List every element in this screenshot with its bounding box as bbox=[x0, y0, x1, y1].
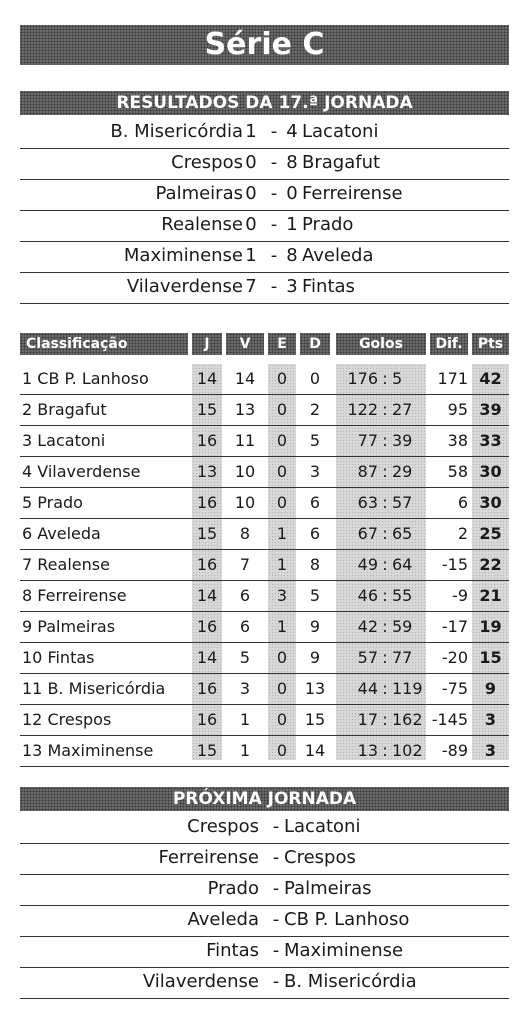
away-team: Palmeiras bbox=[284, 878, 372, 899]
standings-row bbox=[20, 612, 509, 643]
goals-separator: : bbox=[382, 617, 388, 636]
score-separator: - bbox=[270, 121, 278, 142]
home-score: 0 bbox=[245, 152, 257, 173]
draws: 0 bbox=[276, 462, 288, 481]
standings-row bbox=[20, 395, 509, 426]
fixture-row bbox=[20, 906, 509, 937]
goals-against: 39 bbox=[392, 431, 413, 450]
draws: 3 bbox=[276, 586, 288, 605]
played: 13 bbox=[196, 462, 218, 481]
points: 39 bbox=[479, 400, 502, 419]
goals-for: 49 bbox=[357, 555, 378, 574]
next-round-list bbox=[20, 813, 509, 999]
away-team: Fintas bbox=[302, 276, 355, 297]
goals-against: 102 bbox=[392, 741, 423, 760]
points: 22 bbox=[479, 555, 502, 574]
goals-for: 122 bbox=[347, 400, 378, 419]
wins: 10 bbox=[234, 493, 256, 512]
wins: 1 bbox=[239, 741, 251, 760]
points: 15 bbox=[479, 648, 502, 667]
losses: 2 bbox=[309, 400, 321, 419]
header-d: D bbox=[300, 333, 330, 355]
result-row bbox=[20, 211, 509, 242]
home-score: 1 bbox=[245, 121, 257, 142]
goals-for: 67 bbox=[357, 524, 378, 543]
results-list bbox=[20, 118, 509, 304]
standings-row bbox=[20, 426, 509, 457]
wins: 1 bbox=[239, 710, 251, 729]
standings-row bbox=[20, 581, 509, 612]
fixture-row bbox=[20, 813, 509, 844]
team-name: 12 Crespos bbox=[22, 710, 112, 729]
home-team: Aveleda bbox=[187, 909, 259, 930]
next-round-heading: PRÓXIMA JORNADA bbox=[20, 787, 509, 811]
draws: 0 bbox=[276, 741, 288, 760]
standings-row bbox=[20, 550, 509, 581]
played: 14 bbox=[196, 369, 218, 388]
points: 30 bbox=[479, 462, 502, 481]
header-goals: Golos bbox=[336, 333, 426, 355]
away-score: 8 bbox=[286, 152, 298, 173]
home-team: Maximinense bbox=[123, 245, 243, 266]
goals-separator: : bbox=[382, 431, 388, 450]
losses: 5 bbox=[309, 431, 321, 450]
losses: 5 bbox=[309, 586, 321, 605]
fixture-separator: - bbox=[272, 971, 280, 992]
standings-row bbox=[20, 705, 509, 736]
team-name: 9 Palmeiras bbox=[22, 617, 116, 636]
home-score: 0 bbox=[245, 214, 257, 235]
away-team: Crespos bbox=[284, 847, 356, 868]
losses: 3 bbox=[309, 462, 321, 481]
score-separator: - bbox=[270, 214, 278, 235]
goals-against: 64 bbox=[392, 555, 413, 574]
wins: 6 bbox=[239, 586, 251, 605]
goal-difference: 38 bbox=[447, 431, 468, 450]
goal-difference: -145 bbox=[431, 710, 468, 729]
team-name: 6 Aveleda bbox=[22, 524, 101, 543]
standings-header bbox=[20, 333, 509, 355]
away-score: 4 bbox=[286, 121, 298, 142]
played: 15 bbox=[196, 741, 218, 760]
points: 30 bbox=[479, 493, 502, 512]
losses: 0 bbox=[309, 369, 321, 388]
played: 16 bbox=[196, 493, 218, 512]
goal-difference: 95 bbox=[447, 400, 468, 419]
draws: 0 bbox=[276, 369, 288, 388]
home-score: 0 bbox=[245, 183, 257, 204]
result-row bbox=[20, 118, 509, 149]
fixture-row bbox=[20, 875, 509, 906]
goals-against: 65 bbox=[392, 524, 413, 543]
away-team: Ferreirense bbox=[302, 183, 403, 204]
header-dif: Dif. bbox=[430, 333, 468, 355]
wins: 14 bbox=[234, 369, 256, 388]
played: 14 bbox=[196, 586, 218, 605]
header-e: E bbox=[268, 333, 296, 355]
goals-against: 162 bbox=[392, 710, 423, 729]
goals-against: 55 bbox=[392, 586, 413, 605]
team-name: 2 Bragafut bbox=[22, 400, 107, 419]
goals-separator: : bbox=[382, 648, 388, 667]
draws: 0 bbox=[276, 710, 288, 729]
goal-difference: -20 bbox=[441, 648, 468, 667]
goals-against: 119 bbox=[392, 679, 423, 698]
draws: 0 bbox=[276, 679, 288, 698]
draws: 0 bbox=[276, 431, 288, 450]
points: 33 bbox=[479, 431, 502, 450]
goals-separator: : bbox=[382, 741, 388, 760]
team-name: 13 Maximinense bbox=[22, 741, 154, 760]
wins: 11 bbox=[234, 431, 256, 450]
draws: 0 bbox=[276, 400, 288, 419]
wins: 8 bbox=[239, 524, 251, 543]
wins: 7 bbox=[239, 555, 251, 574]
standings-row bbox=[20, 674, 509, 705]
away-team: Bragafut bbox=[302, 152, 381, 173]
fixture-separator: - bbox=[272, 909, 280, 930]
fixture-row bbox=[20, 968, 509, 999]
losses: 15 bbox=[304, 710, 326, 729]
away-score: 8 bbox=[286, 245, 298, 266]
points: 3 bbox=[484, 710, 497, 729]
result-row bbox=[20, 242, 509, 273]
fixture-separator: - bbox=[272, 878, 280, 899]
goals-separator: : bbox=[382, 400, 388, 419]
goals-for: 176 bbox=[347, 369, 378, 388]
goals-separator: : bbox=[382, 369, 388, 388]
standings-row bbox=[20, 457, 509, 488]
draws: 0 bbox=[276, 648, 288, 667]
points: 42 bbox=[479, 369, 502, 388]
team-name: 1 CB P. Lanhoso bbox=[22, 369, 149, 388]
goals-against: 27 bbox=[392, 400, 413, 419]
home-team: Crespos bbox=[171, 152, 243, 173]
result-row bbox=[20, 180, 509, 211]
away-team: Lacatoni bbox=[284, 816, 361, 837]
points: 9 bbox=[484, 679, 497, 698]
goals-separator: : bbox=[382, 555, 388, 574]
standings-row bbox=[20, 519, 509, 550]
played: 16 bbox=[196, 617, 218, 636]
goals-separator: : bbox=[382, 679, 388, 698]
goal-difference: -89 bbox=[441, 741, 468, 760]
away-team: CB P. Lanhoso bbox=[284, 909, 410, 930]
losses: 6 bbox=[309, 524, 321, 543]
standings-row bbox=[20, 643, 509, 674]
standings-row bbox=[20, 488, 509, 519]
home-team: Ferreirense bbox=[158, 847, 259, 868]
goals-against: 5 bbox=[392, 369, 403, 388]
goals-against: 77 bbox=[392, 648, 413, 667]
away-team: Maximinense bbox=[284, 940, 404, 961]
goals-for: 63 bbox=[357, 493, 378, 512]
goals-against: 57 bbox=[392, 493, 413, 512]
score-separator: - bbox=[270, 245, 278, 266]
home-team: Crespos bbox=[187, 816, 259, 837]
goals-for: 46 bbox=[357, 586, 378, 605]
goal-difference: 58 bbox=[447, 462, 468, 481]
goals-for: 17 bbox=[357, 710, 378, 729]
played: 15 bbox=[196, 524, 218, 543]
home-team: Vilaverdense bbox=[142, 971, 259, 992]
away-score: 0 bbox=[286, 183, 298, 204]
goals-for: 77 bbox=[357, 431, 378, 450]
results-heading: RESULTADOS DA 17.ª JORNADA bbox=[20, 91, 509, 115]
goals-separator: : bbox=[382, 586, 388, 605]
fixture-separator: - bbox=[272, 816, 280, 837]
score-separator: - bbox=[270, 276, 278, 297]
standings-row bbox=[20, 364, 509, 395]
draws: 0 bbox=[276, 493, 288, 512]
fixture-row bbox=[20, 844, 509, 875]
draws: 1 bbox=[276, 524, 288, 543]
team-name: 5 Prado bbox=[22, 493, 83, 512]
fixture-separator: - bbox=[272, 847, 280, 868]
fixture-row bbox=[20, 937, 509, 968]
header-v: V bbox=[226, 333, 264, 355]
page-title: Série C bbox=[20, 25, 509, 65]
goal-difference: -15 bbox=[441, 555, 468, 574]
losses: 9 bbox=[309, 648, 321, 667]
goal-difference: -75 bbox=[441, 679, 468, 698]
home-team: Realense bbox=[161, 214, 243, 235]
goal-difference: 171 bbox=[437, 369, 468, 388]
standings-row bbox=[20, 736, 509, 767]
away-team: Aveleda bbox=[302, 245, 374, 266]
played: 14 bbox=[196, 648, 218, 667]
losses: 9 bbox=[309, 617, 321, 636]
header-team: Classificação bbox=[20, 333, 188, 355]
wins: 3 bbox=[239, 679, 251, 698]
goal-difference: -17 bbox=[441, 617, 468, 636]
goals-for: 87 bbox=[357, 462, 378, 481]
away-team: Prado bbox=[302, 214, 354, 235]
goal-difference: 2 bbox=[457, 524, 468, 543]
away-team: Lacatoni bbox=[302, 121, 379, 142]
points: 19 bbox=[479, 617, 502, 636]
home-team: Palmeiras bbox=[155, 183, 243, 204]
home-score: 7 bbox=[245, 276, 257, 297]
wins: 5 bbox=[239, 648, 251, 667]
header-j: J bbox=[192, 333, 222, 355]
home-team: B. Misericórdia bbox=[110, 121, 243, 142]
goals-against: 59 bbox=[392, 617, 413, 636]
goal-difference: -9 bbox=[452, 586, 468, 605]
points: 21 bbox=[479, 586, 502, 605]
goals-separator: : bbox=[382, 710, 388, 729]
goals-separator: : bbox=[382, 524, 388, 543]
wins: 10 bbox=[234, 462, 256, 481]
played: 16 bbox=[196, 710, 218, 729]
wins: 6 bbox=[239, 617, 251, 636]
fixture-separator: - bbox=[272, 940, 280, 961]
points: 3 bbox=[484, 741, 497, 760]
standings-table bbox=[20, 364, 509, 767]
goals-for: 13 bbox=[357, 741, 378, 760]
home-team: Prado bbox=[207, 878, 259, 899]
score-separator: - bbox=[270, 183, 278, 204]
away-score: 1 bbox=[286, 214, 298, 235]
result-row bbox=[20, 149, 509, 180]
losses: 8 bbox=[309, 555, 321, 574]
team-name: 4 Vilaverdense bbox=[22, 462, 141, 481]
draws: 1 bbox=[276, 555, 288, 574]
played: 15 bbox=[196, 400, 218, 419]
home-team: Fintas bbox=[206, 940, 259, 961]
result-row bbox=[20, 273, 509, 304]
goals-against: 29 bbox=[392, 462, 413, 481]
played: 16 bbox=[196, 431, 218, 450]
losses: 14 bbox=[304, 741, 326, 760]
home-team: Vilaverdense bbox=[126, 276, 243, 297]
points: 25 bbox=[479, 524, 502, 543]
score-separator: - bbox=[270, 152, 278, 173]
away-team: B. Misericórdia bbox=[284, 971, 417, 992]
team-name: 3 Lacatoni bbox=[22, 431, 106, 450]
wins: 13 bbox=[234, 400, 256, 419]
goals-for: 44 bbox=[357, 679, 378, 698]
team-name: 7 Realense bbox=[22, 555, 110, 574]
goal-difference: 6 bbox=[457, 493, 468, 512]
draws: 1 bbox=[276, 617, 288, 636]
goals-separator: : bbox=[382, 462, 388, 481]
team-name: 10 Fintas bbox=[22, 648, 95, 667]
away-score: 3 bbox=[286, 276, 298, 297]
played: 16 bbox=[196, 555, 218, 574]
home-score: 1 bbox=[245, 245, 257, 266]
goals-for: 42 bbox=[357, 617, 378, 636]
goals-separator: : bbox=[382, 493, 388, 512]
team-name: 8 Ferreirense bbox=[22, 586, 127, 605]
goals-for: 57 bbox=[357, 648, 378, 667]
losses: 6 bbox=[309, 493, 321, 512]
team-name: 11 B. Misericórdia bbox=[22, 679, 166, 698]
losses: 13 bbox=[304, 679, 326, 698]
header-pts: Pts bbox=[472, 333, 509, 355]
played: 16 bbox=[196, 679, 218, 698]
